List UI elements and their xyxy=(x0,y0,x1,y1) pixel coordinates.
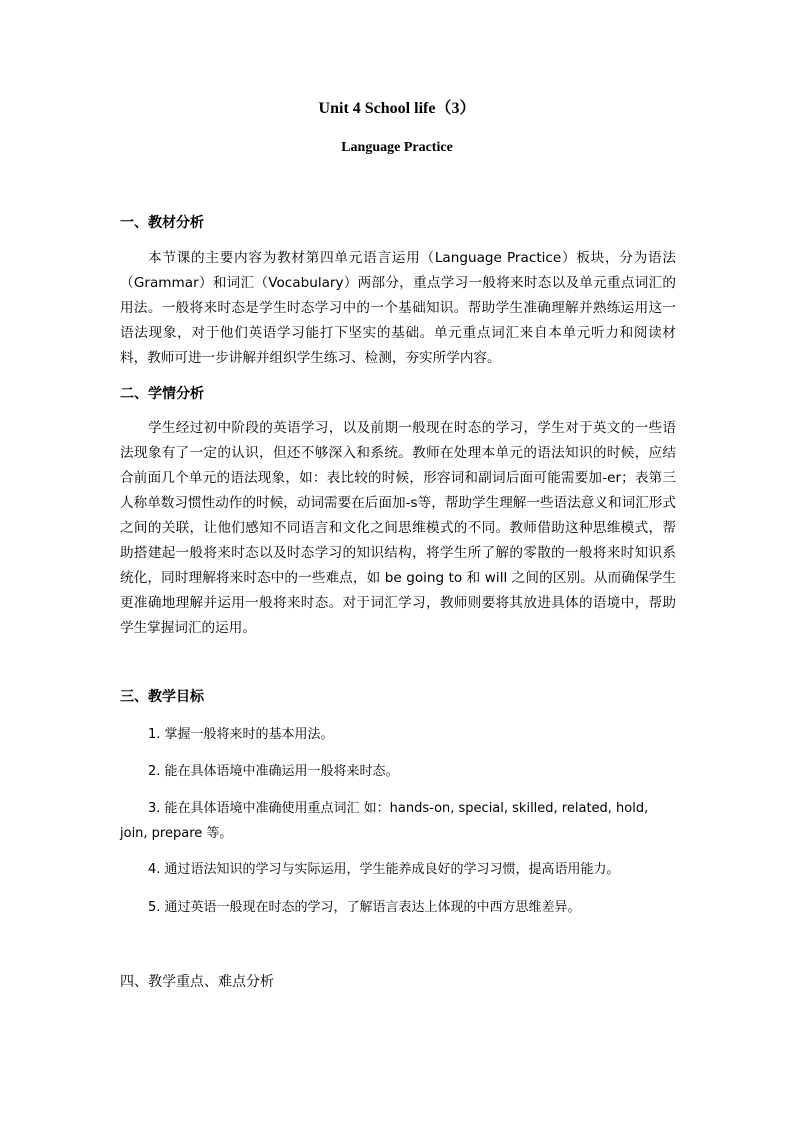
teaching-goal-item: 2. 能在具体语境中准确运用一般将来时态。 xyxy=(148,764,399,779)
section-heading-teaching-goals: 三、教学目标 xyxy=(120,689,204,705)
section-heading-student-analysis: 二、学情分析 xyxy=(120,386,204,402)
document-subtitle: Language Practice xyxy=(341,140,453,155)
section-heading-textbook-analysis: 一、教材分析 xyxy=(120,215,204,231)
document-title: Unit 4 School life（3） xyxy=(318,100,476,117)
teaching-goal-item: 1. 掌握一般将来时的基本用法。 xyxy=(148,727,334,742)
paragraph-student-analysis: 学生经过初中阶段的英语学习，以及前期一般现在时态的学习，学生对于英文的一些语法现象有了一定的认识，但还不够深入和系统。教师在处理本单元的语法知识的时候，应结合前面几个单元的语法现象，如：表比较的时候，形容词和副词后面可能需要加-er；表第三人称单数习惯性动作的时候，动词需要在后面加-s等，帮助学生理解一些语法意义和词汇形式之间的关联，让他们感知不同语言和文化之间思维模式的不同。教师借助这种思维模式，帮助搭建起一般将来时态以及时态学习的知识结构，将学生所了解的零散的一般将来时知识系统化，同时理解将来时态中的一些难点，如 be going to 和 will 之间的区别。从而确保学生更准确地理解并运用一般将来时态。对于词汇学习，教师则要将其放进具体的语境中，帮助学生掌握词汇的运用。 xyxy=(120,420,676,636)
paragraph-textbook-analysis: 本节课的主要内容为教材第四单元语言运用（Language Practice）板块，分为语法（Grammar）和词汇（Vocabulary）两部分，重点学习一般将来时态以及单元重点词汇的用法。一般将来时态是学生时态学习中的一个基础知识。帮助学生准确理解并熟练运用这一语法现象，对于他们英语学习能打下坚实的基础。单元重点词汇来自本单元听力和阅读材料，教师可进一步讲解并组织学生练习、检测，夯实所学内容。 xyxy=(120,250,676,366)
teaching-goal-item: 4. 通过语法知识的学习与实际运用，学生能养成良好的学习习惯，提高语用能力。 xyxy=(148,862,620,877)
teaching-goal-item: 3. 能在具体语境中准确使用重点词汇 如：hands-on, special, skilled, related, hold, join, prepare 等。 xyxy=(120,801,649,841)
section-heading-key-difficult-points: 四、教学重点、难点分析 xyxy=(120,974,274,990)
teaching-goal-item: 5. 通过英语一般现在时态的学习，了解语言表达上体现的中西方思维差异。 xyxy=(148,900,581,915)
